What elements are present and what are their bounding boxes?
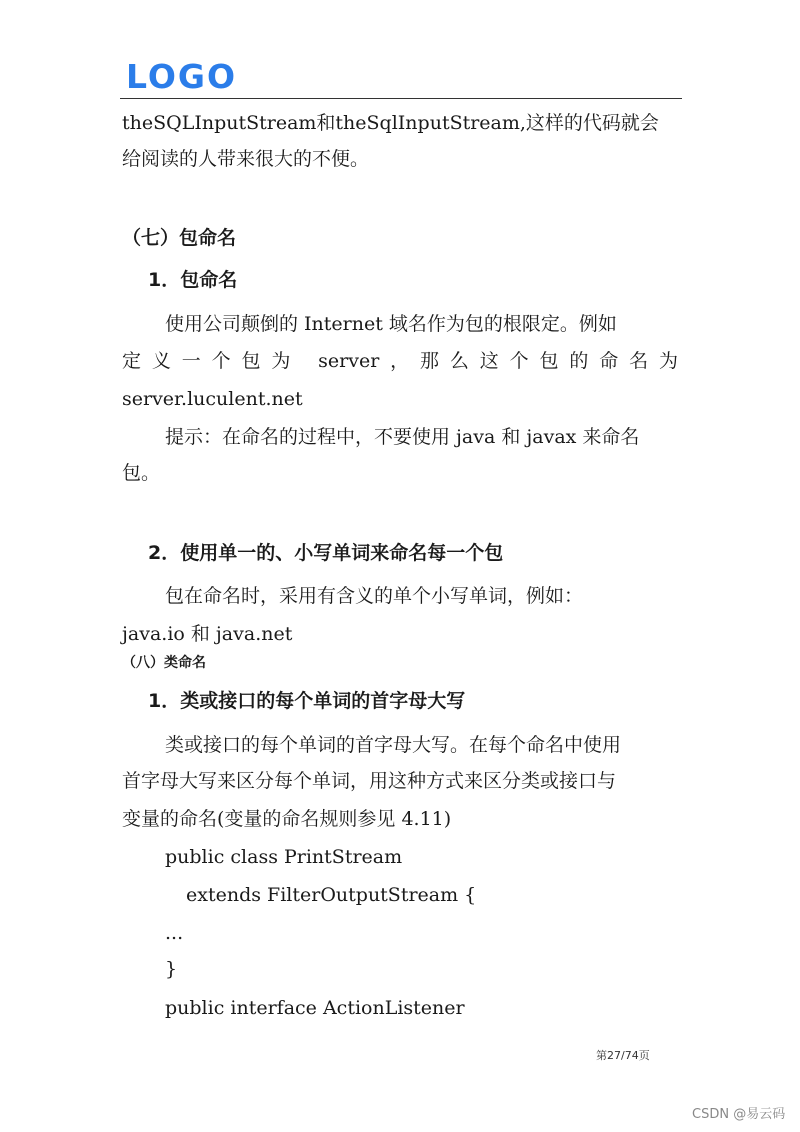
body-text: 定义一个包为 server，那么这个包的命名为 — [122, 350, 678, 372]
body-text: server.luculent.net — [122, 388, 303, 410]
body-text: 类或接口的每个单词的首字母大写。在每个命名中使用 — [165, 734, 622, 756]
body-text: 提示：在命名的过程中，不要使用 java 和 javax 来命名 — [165, 426, 640, 448]
body-text: 变量的命名(变量的命名规则参见 4.11) — [122, 808, 452, 830]
body-text: 使用公司颠倒的 Internet 域名作为包的根限定。例如 — [165, 313, 617, 335]
subsection-heading: 1．包命名 — [148, 269, 238, 291]
body-text: 给阅读的人带来很大的不便。 — [122, 148, 370, 170]
code-line: extends FilterOutputStream { — [186, 884, 477, 906]
section-heading: （八）类命名 — [122, 655, 206, 671]
code-line: ... — [165, 922, 184, 944]
header-rule — [120, 98, 682, 99]
code-line: public class PrintStream — [165, 846, 403, 868]
code-line: public interface ActionListener — [165, 997, 465, 1019]
body-text: theSQLInputStream和theSqlInputStream,这样的代码就会 — [122, 112, 659, 134]
body-text: 首字母大写来区分每个单词，用这种方式来区分类或接口与 — [122, 770, 617, 792]
body-text: java.io 和 java.net — [122, 623, 293, 645]
section-heading: （七）包命名 — [122, 227, 237, 249]
body-text: 包。 — [122, 462, 161, 484]
subsection-heading: 1．类或接口的每个单词的首字母大写 — [148, 690, 466, 712]
page-number: 第27/74页 — [596, 1049, 650, 1062]
logo: LOGO — [126, 57, 238, 96]
watermark: CSDN @易云码 — [692, 1107, 786, 1122]
code-line: } — [165, 958, 178, 980]
body-text: 包在命名时，采用有含义的单个小写单词，例如： — [165, 585, 584, 607]
subsection-heading: 2．使用单一的、小写单词来命名每一个包 — [148, 542, 504, 564]
